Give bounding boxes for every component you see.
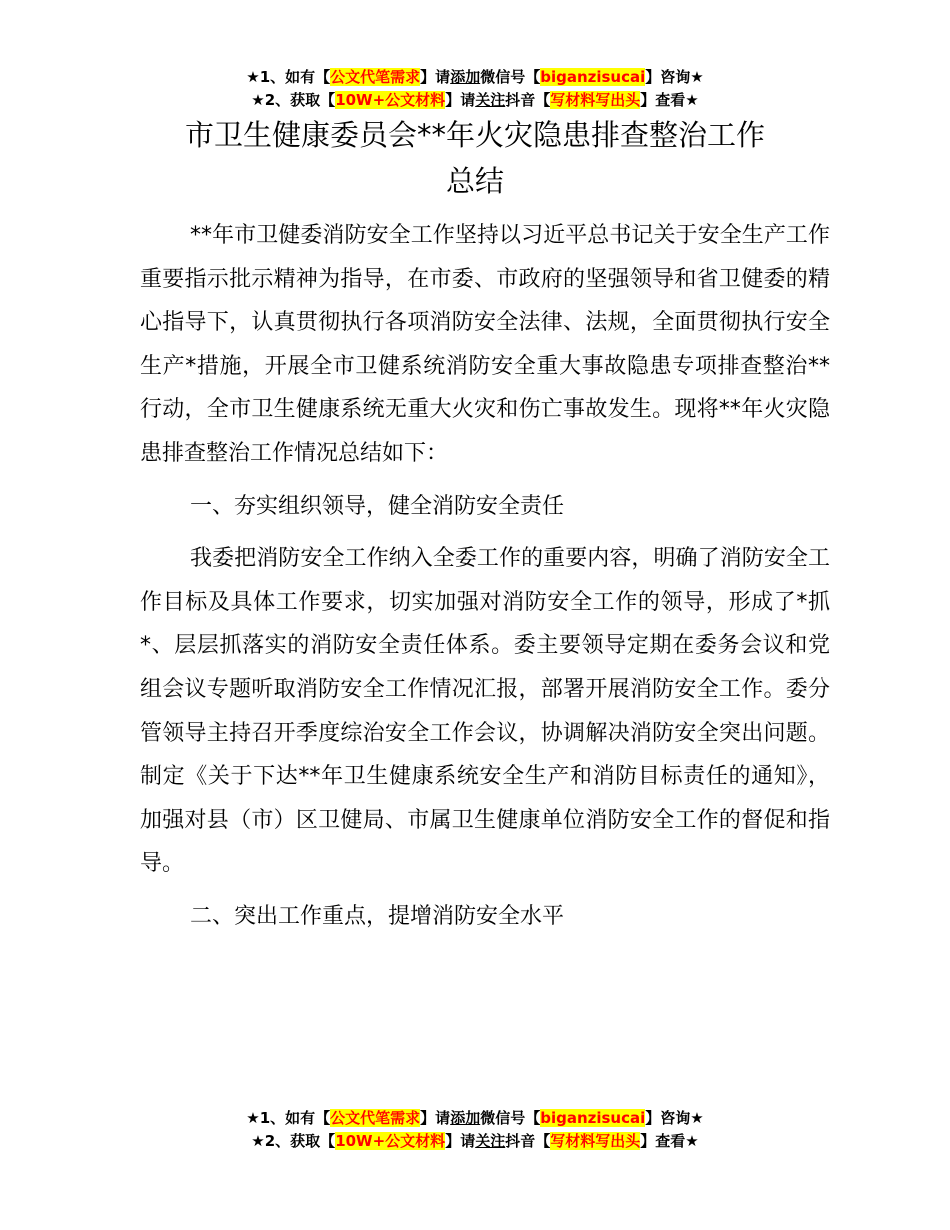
- promo-text: 】查看★: [640, 91, 699, 109]
- section-1-paragraph: 我委把消防安全工作纳入全委工作的重要内容，明确了消防安全工作目标及具体工作要求，切实加强对消防安全工作的领导，形成了*抓*、层层抓落实的消防安全责任体系。委主要领导定期在委务会议和党组会议专题听取消防安全工作情况汇报，部署开展消防安全工作。委分管领导主持召开季度综治安全工作会议，协调解决消防安全突出问题。制定《关于下达**年卫生健康系统安全生产和消防目标责任的通知》，加强对县（市）区卫健局、市属卫生健康单位消防安全工作的督促和指导。: [140, 546, 830, 877]
- promo-text: ★1、如有【: [246, 1109, 331, 1127]
- promo-text: 】请: [420, 68, 451, 86]
- promo-text: ★2、获取【: [251, 1132, 336, 1150]
- promo-emphasis: 关注: [475, 1132, 506, 1150]
- promo-text: ★2、获取【: [251, 91, 336, 109]
- promo-highlight-douyin-id: 写材料写出头: [550, 91, 641, 109]
- promo-emphasis: 添加: [450, 1109, 481, 1127]
- promo-emphasis: 关注: [475, 91, 506, 109]
- promo-highlight: 公文代笔需求: [330, 1109, 421, 1127]
- promo-text: 抖音【: [505, 1132, 551, 1150]
- promo-text: 】请: [445, 91, 476, 109]
- promo-highlight: 公文代笔需求: [330, 68, 421, 86]
- section-heading-1: 一、夯实组织领导，健全消防安全责任: [190, 493, 565, 519]
- title-line-2: 总结: [445, 164, 504, 198]
- promo-highlight-wechat-id: biganzisucai: [540, 1109, 646, 1127]
- promo-line-2: [0, 1130, 950, 1153]
- promo-banner-bottom: [0, 1107, 950, 1153]
- promo-text: 微信号【: [480, 68, 541, 86]
- promo-line-1: [0, 66, 950, 89]
- promo-text: 】咨询★: [645, 68, 704, 86]
- promo-banner-top: [0, 66, 950, 112]
- promo-highlight-douyin-id: 写材料写出头: [550, 1132, 641, 1150]
- promo-line-1: [0, 1107, 950, 1130]
- section-heading-2: 二、突出工作重点，提增消防安全水平: [190, 903, 565, 929]
- promo-highlight: 10W+公文材料: [335, 91, 446, 109]
- promo-text: 】咨询★: [645, 1109, 704, 1127]
- promo-text: ★1、如有【: [246, 68, 331, 86]
- promo-text: 】请: [420, 1109, 451, 1127]
- promo-emphasis: 添加: [450, 68, 481, 86]
- promo-text: 微信号【: [480, 1109, 541, 1127]
- intro-paragraph: **年市卫健委消防安全工作坚持以习近平总书记关于安全生产工作重要指示批示精神为指导，在市委、市政府的坚强领导和省卫健委的精心指导下，认真贯彻执行各项消防安全法律、法规，全面贯彻执行安全生产*措施，开展全市卫健系统消防安全重大事故隐患专项排查整治**行动，全市卫生健康系统无重大火灾和伤亡事故发生。现将**年火灾隐患排查整治工作情况总结如下：: [140, 223, 830, 466]
- promo-text: 】查看★: [640, 1132, 699, 1150]
- document-body: [140, 214, 830, 948]
- promo-highlight-wechat-id: biganzisucai: [540, 68, 646, 86]
- promo-line-2: [0, 89, 950, 112]
- promo-text: 抖音【: [505, 91, 551, 109]
- promo-text: 】请: [445, 1132, 476, 1150]
- document-title: [0, 112, 950, 204]
- title-line-1: 市卫生健康委员会**年火灾隐患排查整治工作: [184, 118, 765, 152]
- promo-highlight: 10W+公文材料: [335, 1132, 446, 1150]
